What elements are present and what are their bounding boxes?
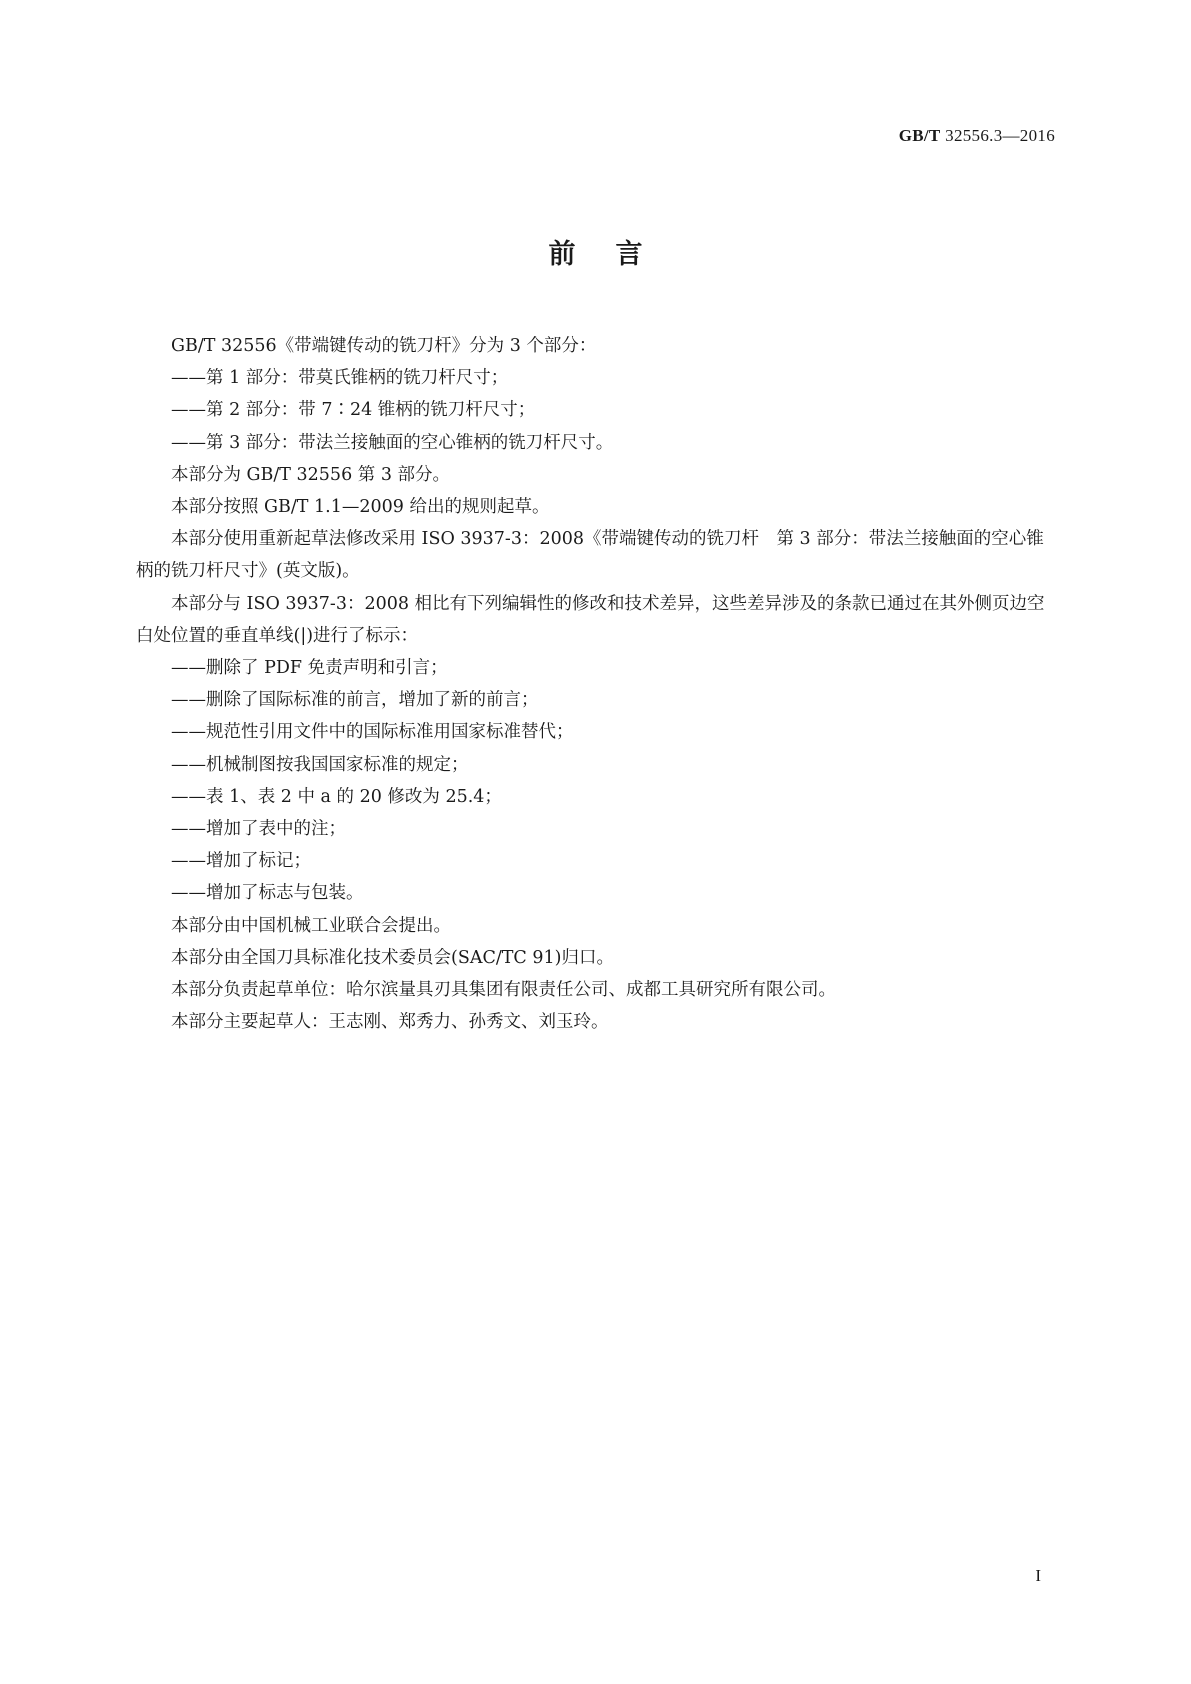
list-item-diff-2: ——删除了国际标准的前言，增加了新的前言； bbox=[171, 690, 539, 711]
list-item-diff-7: ——增加了标记； bbox=[171, 851, 311, 872]
paragraph-proposer: 本部分由中国机械工业联合会提出。 bbox=[171, 915, 451, 936]
paragraph-drafters: 本部分主要起草人：王志刚、郑秀力、孙秀文、刘玉玲。 bbox=[171, 1012, 609, 1033]
list-item-diff-3: ——规范性引用文件中的国际标准用国家标准替代； bbox=[171, 722, 574, 743]
paragraph-intro: GB/T 32556《带端键传动的铣刀杆》分为 3 个部分： bbox=[171, 336, 597, 356]
standard-number: 32556.3—2016 bbox=[945, 126, 1055, 145]
foreword-body bbox=[136, 330, 1056, 1038]
list-item-diff-1: ——删除了 PDF 免责声明和引言； bbox=[171, 658, 448, 679]
paragraph-drafting-units: 本部分负责起草单位：哈尔滨量具刃具集团有限责任公司、成都工具研究所有限公司。 bbox=[171, 980, 836, 1001]
page-title: 前言 bbox=[548, 239, 683, 270]
standard-prefix: GB/T bbox=[898, 126, 941, 145]
list-item-diff-6: ——增加了表中的注； bbox=[171, 819, 346, 840]
standard-code bbox=[899, 126, 1055, 146]
paragraph-differences: 本部分与 ISO 3937-3：2008 相比有下列编辑性的修改和技术差异，这些差异涉及的条款已通过在其外侧页边空白处位置的垂直单线(|)进行了标示： bbox=[136, 593, 1045, 646]
list-item-diff-8: ——增加了标志与包装。 bbox=[171, 883, 364, 904]
list-item-part3: ——第 3 部分：带法兰接触面的空心锥柄的铣刀杆尺寸。 bbox=[171, 432, 614, 453]
list-item-part1: ——第 1 部分：带莫氏锥柄的铣刀杆尺寸； bbox=[171, 368, 509, 389]
list-item-diff-5: ——表 1、表 2 中 a 的 20 修改为 25.4； bbox=[171, 786, 502, 807]
paragraph-part-statement: 本部分为 GB/T 32556 第 3 部分。 bbox=[171, 464, 451, 485]
page-number: I bbox=[1035, 1566, 1041, 1585]
paragraph-adoption: 本部分使用重新起草法修改采用 ISO 3937-3：2008《带端键传动的铣刀杆 第 3 部分：带法兰接触面的空心锥柄的铣刀杆尺寸》(英文版)。 bbox=[136, 529, 1044, 582]
list-item-diff-4: ——机械制图按我国国家标准的规定； bbox=[171, 754, 469, 775]
paragraph-drafting-rules: 本部分按照 GB/T 1.1—2009 给出的规则起草。 bbox=[171, 497, 550, 518]
paragraph-administrator: 本部分由全国刀具标准化技术委员会(SAC/TC 91)归口。 bbox=[171, 947, 614, 968]
list-item-part2: ——第 2 部分：带 7∶24 锥柄的铣刀杆尺寸； bbox=[171, 400, 536, 421]
